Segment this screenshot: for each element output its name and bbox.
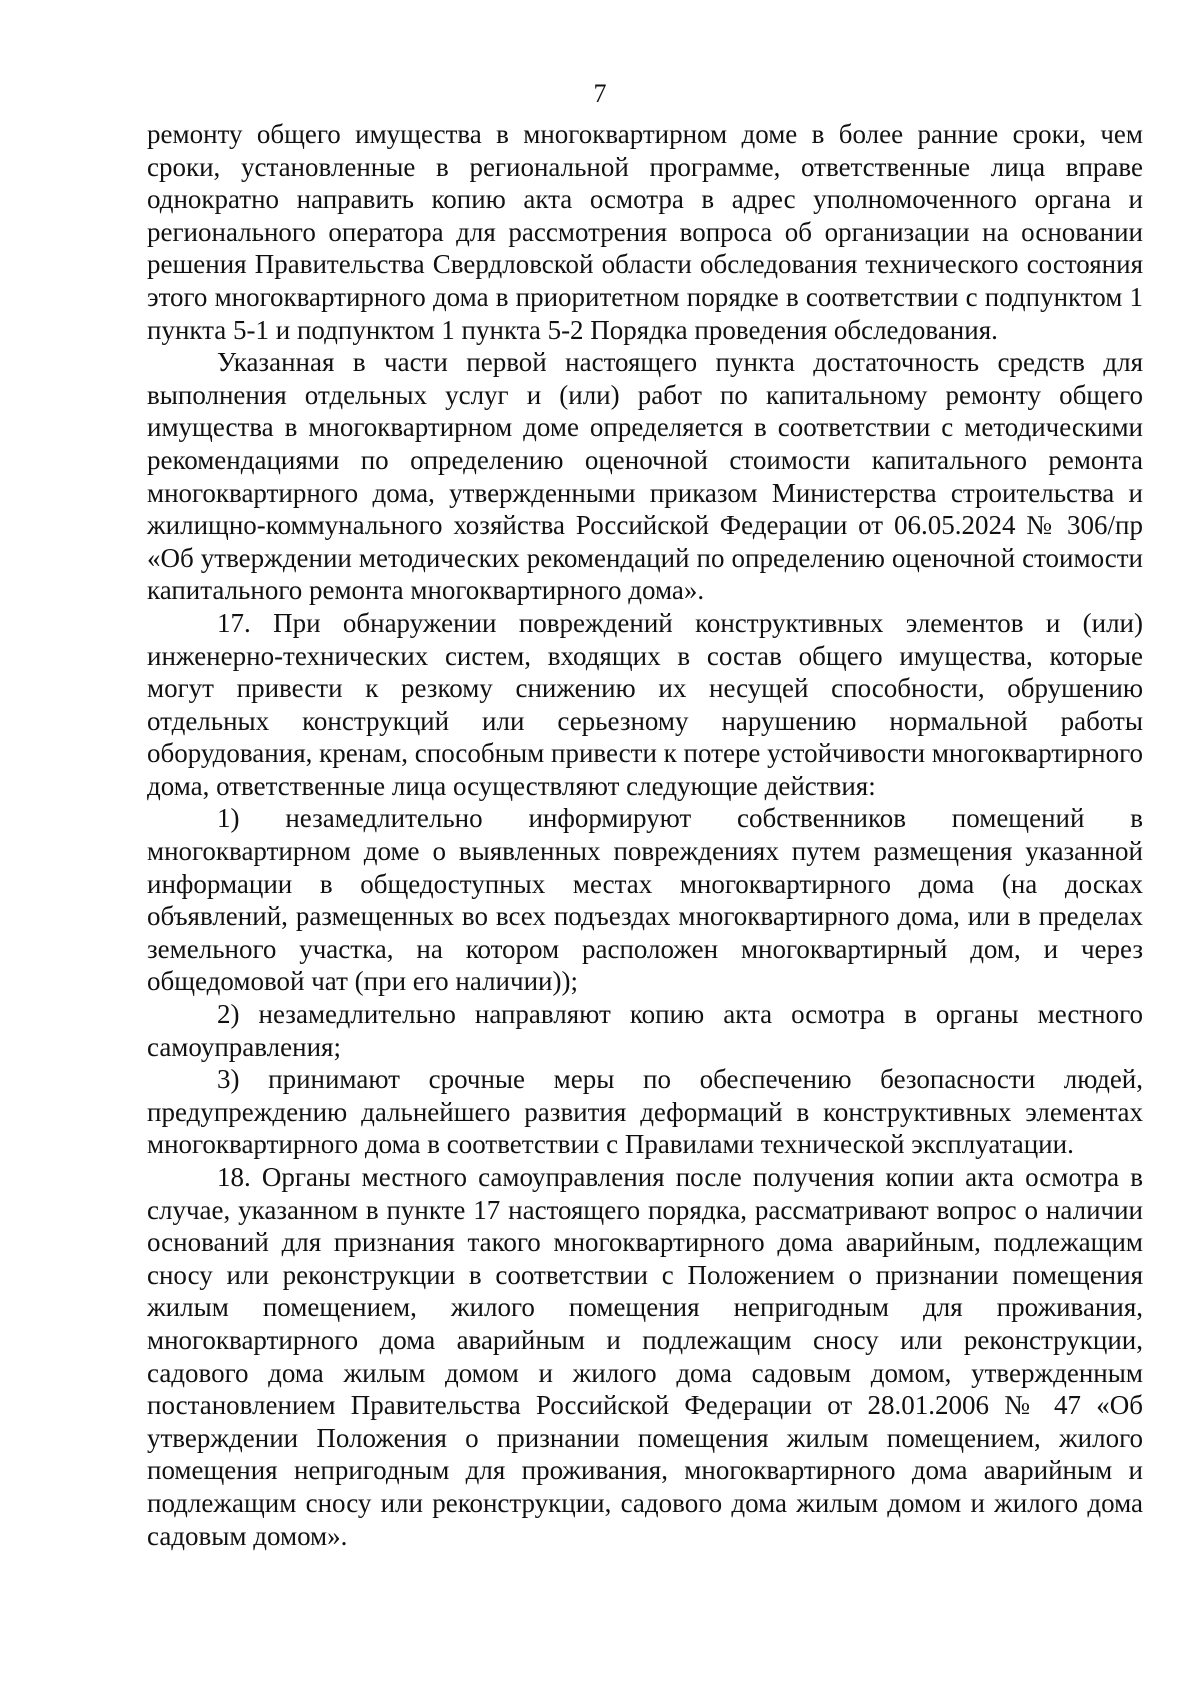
paragraph-item-18: 18. Органы местного самоуправления после получения копии акта осмотра в случае, указанном в пункте 17 настоящего порядка, рассматривают вопрос о наличии оснований для признания такого многоквартирного дома аварийным, подлежащим сносу или реконструкции в соответствии с Положением о признании помещения жилым помещением, жилого помещения непригодным для проживания, многоквартирного дома аварийным и подлежащим сносу или реконструкции, садового дома жилым домом и жилого дома садовым домом, утвержденным постановлением Правительства Российской Федерации от 28.01.2006 № 47 «Об утверждении Положения о признании помещения жилым помещением, жилого помещения непригодным для проживания, многоквартирного дома аварийным и подлежащим сносу или реконструкции, садового дома жилым домом и жилого дома садовым домом». — [147, 1162, 1143, 1551]
document-body — [147, 118, 1143, 1552]
paragraph-item-17: 17. При обнаружении повреждений конструктивных элементов и (или) инженерно-технических систем, входящих в состав общего имущества, которые могут привести к резкому снижению их несущей способности, обрушению отдельных конструкций или серьезному нарушению нормальной работы оборудования, кренам, способным привести к потере устойчивости многоквартирного дома, ответственные лица осуществляют следующие действия: — [147, 607, 1143, 801]
paragraph-subitem-1: 1) незамедлительно информируют собственников помещений в многоквартирном доме о выявленных повреждениях путем размещения указанной информации в общедоступных местах многоквартирного дома (на досках объявлений, размещенных во всех подъездах многоквартирного дома, или в пределах земельного участка, на котором расположен многоквартирный дом, и через общедомовой чат (при его наличии)); — [147, 803, 1143, 997]
paragraph-subitem-2: 2) незамедлительно направляют копию акта осмотра в органы местного самоуправления; — [147, 999, 1143, 1062]
paragraph-subitem-3: 3) принимают срочные меры по обеспечению безопасности людей, предупреждению дальнейшего развития деформаций в конструктивных элементах многоквартирного дома в соответствии с Правилами технической эксплуатации. — [147, 1064, 1143, 1160]
paragraph-sufficiency-of-funds: Указанная в части первой настоящего пункта достаточность средств для выполнения отдельных услуг и (или) работ по капитальному ремонту общего имущества в многоквартирном доме определяется в соответствии с методическими рекомендациями по определению оценочной стоимости капитального ремонта многоквартирного дома, утвержденными приказом Министерства строительства и жилищно-коммунального хозяйства Российской Федерации от 06.05.2024 № 306/пр «Об утверждении методических рекомендаций по определению оценочной стоимости капитального ремонта многоквартирного дома». — [147, 347, 1143, 606]
paragraph-continuation: ремонту общего имущества в многоквартирном доме в более ранние сроки, чем сроки, установленные в региональной программе, ответственные лица вправе однократно направить копию акта осмотра в адрес уполномоченного органа и регионального оператора для рассмотрения вопроса об организации на основании решения Правительства Свердловской области обследования технического состояния этого многоквартирного дома в приоритетном порядке в соответствии с подпунктом 1 пункта 5-1 и подпунктом 1 пункта 5-2 Порядка проведения обследования. — [147, 119, 1143, 345]
page-number: 7 — [593, 79, 607, 108]
